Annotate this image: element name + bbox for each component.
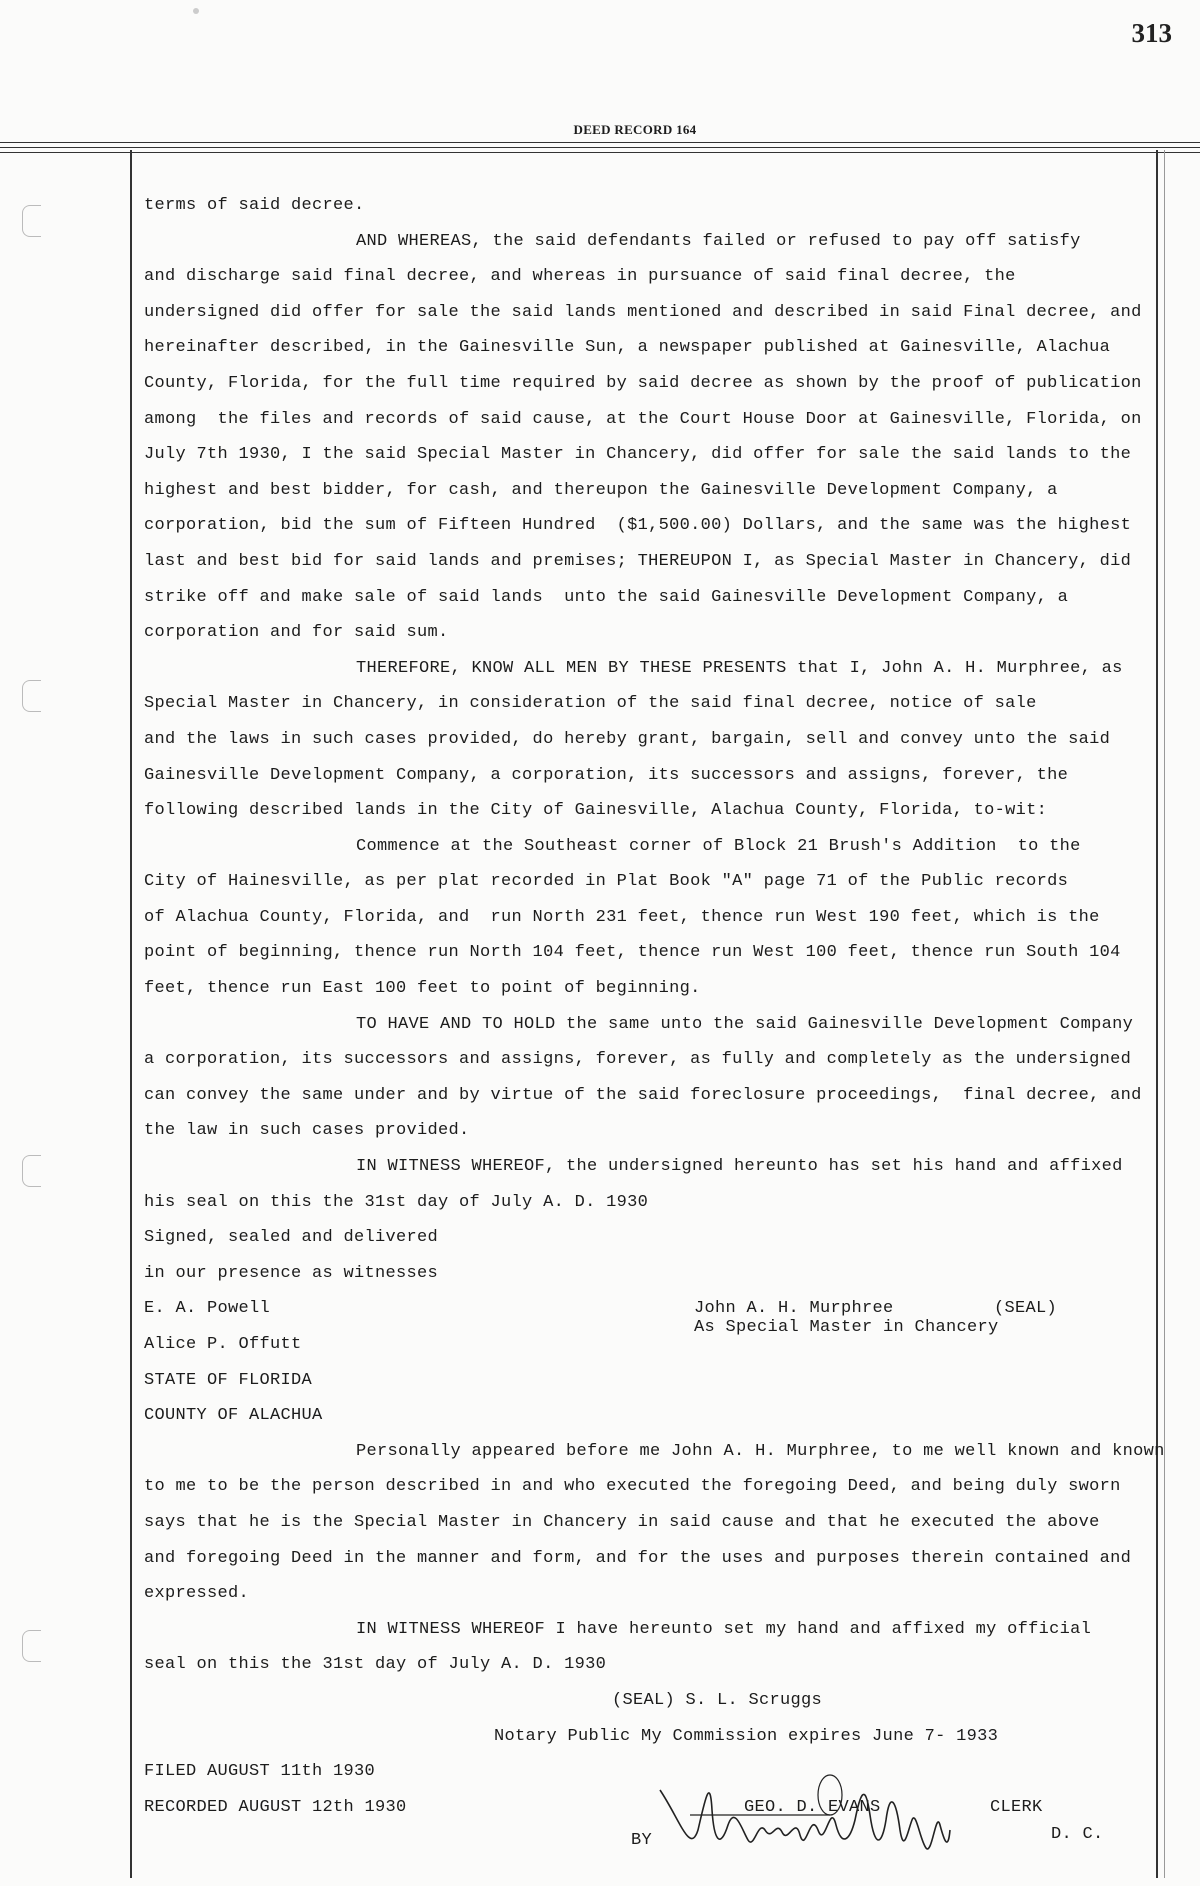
text-line: in our presence as witnesses bbox=[144, 1263, 439, 1283]
text-line: undersigned did offer for sale the said lands mentioned and described in said Final decree, and bbox=[144, 302, 1142, 322]
binder-hole-mark bbox=[22, 680, 41, 712]
filed-date: FILED AUGUST 11th 1930 bbox=[144, 1762, 376, 1782]
text-line: Special Master in Chancery, in consideration of the said final decree, notice of sale bbox=[144, 694, 1037, 714]
text-line: COUNTY OF ALACHUA bbox=[144, 1406, 323, 1426]
text-line: corporation and for said sum. bbox=[144, 623, 449, 643]
text-line: Personally appeared before me John A. H. Murphree, to me well known and known bbox=[356, 1441, 1165, 1461]
notary-commission: Notary Public My Commission expires June 7- 1933 bbox=[494, 1726, 999, 1746]
text-line: following described lands in the City of Gainesville, Alachua County, Florida, to-wit: bbox=[144, 801, 1048, 821]
text-line: to me to be the person described in and who executed the foregoing Deed, and being duly sworn bbox=[144, 1477, 1121, 1497]
text-line: feet, thence run East 100 feet to point of beginning. bbox=[144, 979, 701, 999]
header-rule bbox=[0, 152, 1200, 153]
text-line: and discharge said final decree, and whereas in pursuance of said final decree, the bbox=[144, 267, 1016, 287]
text-line: Commence at the Southeast corner of Block 21 Brush's Addition to the bbox=[356, 836, 1081, 856]
deed-body bbox=[144, 188, 1165, 1861]
clerk-name: GEO. D. EVANS bbox=[744, 1797, 881, 1817]
text-line: County, Florida, for the full time required by said decree as shown by the proof of publication bbox=[144, 373, 1142, 393]
text-line: hereinafter described, in the Gainesville Sun, a newspaper published at Gainesville, Alachua bbox=[144, 338, 1111, 358]
recorded-row bbox=[144, 1790, 1154, 1826]
text-line: STATE OF FLORIDA bbox=[144, 1370, 313, 1390]
text-line: of Alachua County, Florida, and run North 231 feet, thence run West 190 feet, which is the bbox=[144, 907, 1100, 927]
text-line: IN WITNESS WHEREOF I have hereunto set my hand and affixed my official bbox=[356, 1619, 1092, 1639]
notary-signature: (SEAL) S. L. Scruggs bbox=[612, 1690, 823, 1710]
text-line: his seal on this the 31st day of July A. D. 1930 bbox=[144, 1192, 649, 1212]
page-number: 313 bbox=[1131, 18, 1172, 48]
text-line: AND WHEREAS, the said defendants failed or refused to pay off satisfy bbox=[356, 231, 1081, 251]
witness-name: E. A. Powell bbox=[144, 1299, 271, 1319]
handwritten-signature bbox=[650, 1770, 970, 1860]
deputy-row bbox=[144, 1825, 1154, 1861]
grantor-name: John A. H. Murphree bbox=[694, 1299, 894, 1319]
header-rule bbox=[0, 147, 1200, 148]
binder-hole-mark bbox=[22, 1630, 41, 1662]
text-line: TO HAVE AND TO HOLD the same unto the said Gainesville Development Company bbox=[356, 1014, 1134, 1034]
clerk-label: CLERK bbox=[990, 1797, 1043, 1817]
text-line: highest and best bidder, for cash, and thereupon the Gainesville Development Company, a bbox=[144, 480, 1058, 500]
record-header: DEED RECORD 164 bbox=[573, 122, 697, 137]
text-line: Signed, sealed and delivered bbox=[144, 1228, 439, 1248]
text-line: point of beginning, thence run North 104 feet, thence run West 100 feet, thence run South 104 bbox=[144, 943, 1121, 963]
text-line: says that he is the Special Master in Chancery in said cause and that he executed the above bbox=[144, 1512, 1100, 1532]
by-label: BY bbox=[631, 1831, 653, 1851]
text-line: IN WITNESS WHEREOF, the undersigned hereunto has set his hand and affixed bbox=[356, 1157, 1123, 1177]
punch-mark bbox=[193, 8, 199, 14]
text-line: Gainesville Development Company, a corporation, its successors and assigns, forever, the bbox=[144, 765, 1069, 785]
left-margin-line bbox=[130, 150, 132, 1878]
right-margin-line bbox=[1156, 150, 1158, 1878]
text-line: a corporation, its successors and assigns, forever, as fully and completely as the undersigned bbox=[144, 1050, 1132, 1070]
deputy-clerk-label: D. C. bbox=[1051, 1825, 1104, 1845]
right-margin-line bbox=[1164, 150, 1165, 1878]
text-line: strike off and make sale of said lands unto the said Gainesville Development Company, a bbox=[144, 587, 1069, 607]
binder-hole-mark bbox=[22, 205, 41, 237]
text-line: expressed. bbox=[144, 1584, 250, 1604]
witness-signature-row bbox=[144, 1291, 1154, 1338]
header-rule bbox=[0, 142, 1200, 143]
text-line: City of Hainesville, as per plat recorded in Plat Book "A" page 71 of the Public records bbox=[144, 872, 1069, 892]
text-line: among the files and records of said cause, at the Court House Door at Gainesville, Florida, on bbox=[144, 409, 1142, 429]
grantor-seal: (SEAL) bbox=[994, 1299, 1058, 1319]
text-line: corporation, bid the sum of Fifteen Hundred ($1,500.00) Dollars, and the same was the highest bbox=[144, 516, 1132, 536]
binder-hole-mark bbox=[22, 1155, 41, 1187]
witness-name: Alice P. Offutt bbox=[144, 1335, 302, 1354]
recorded-date: RECORDED AUGUST 12th 1930 bbox=[144, 1797, 407, 1817]
text-line: July 7th 1930, I the said Special Master in Chancery, did offer for sale the said lands to the bbox=[144, 445, 1132, 465]
text-line: the law in such cases provided. bbox=[144, 1121, 470, 1141]
text-line: seal on this the 31st day of July A. D. 1930 bbox=[144, 1655, 607, 1675]
text-line: terms of said decree. bbox=[144, 196, 365, 215]
grantor-title: As Special Master in Chancery bbox=[694, 1318, 999, 1338]
text-line: and the laws in such cases provided, do hereby grant, bargain, sell and convey unto the said bbox=[144, 729, 1111, 749]
text-line: and foregoing Deed in the manner and form, and for the uses and purposes therein contained and bbox=[144, 1548, 1132, 1568]
text-line: last and best bid for said lands and premises; THEREUPON I, as Special Master in Chancery, did bbox=[144, 551, 1132, 571]
text-line: can convey the same under and by virtue of the said foreclosure proceedings, final decree, and bbox=[144, 1085, 1142, 1105]
text-line: THEREFORE, KNOW ALL MEN BY THESE PRESENTS that I, John A. H. Murphree, as bbox=[356, 658, 1123, 678]
